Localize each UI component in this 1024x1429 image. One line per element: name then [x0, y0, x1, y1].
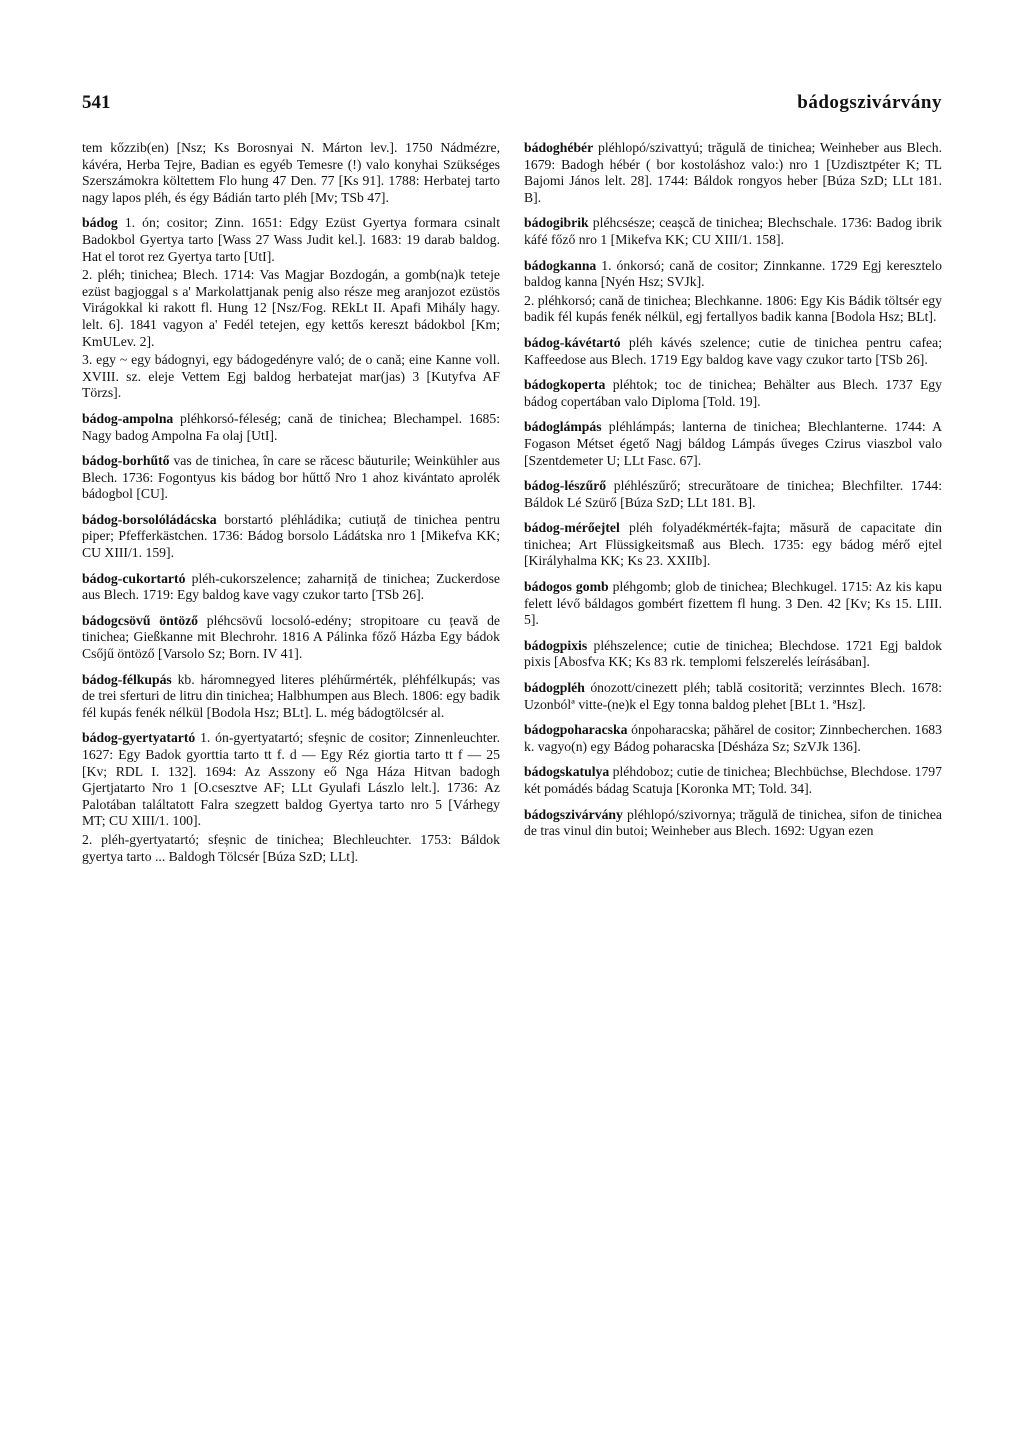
- entry-text: tem kőzzib(en) [Nsz; Ks Borosnyai N. Márton lev.]. 1750 Nádmézre, kávéra, Herba Tejre, Badian es egyéb Temesre (!) valo konyhai Szükséges Szerszámokra költettem Flo hung 47 Den. 77 [Ks 91]. 1788: Herbatej tarto nagy lapos pléh, és égy Bádián tarto pléh [Mv; TSb 47].: [82, 140, 500, 205]
- entry-headword: bádog-borsolóládácska: [82, 511, 217, 527]
- entry-headword: bádogos gomb: [524, 579, 609, 595]
- left-column: [82, 140, 500, 874]
- dictionary-entry: [524, 520, 942, 570]
- entry-headword: bádog-lészűrő: [524, 478, 607, 494]
- dictionary-entry: [524, 258, 942, 291]
- dictionary-entry: [82, 832, 500, 865]
- entry-text: pléhszelence; cutie de tinichea; Blechdose. 1721 Egj baldok pixis [Abosfva KK; Ks 83 rk. templomi felszerelés leírásában].: [524, 637, 943, 670]
- dictionary-entry: [82, 453, 500, 503]
- dictionary-entry: [524, 140, 942, 206]
- page-header: [82, 92, 942, 114]
- entry-text: borstartó pléhládika; cutiuță de tinichea pentru piper; Pfefferkästchen. 1736: Bádog borsolo Ládátska nro 1 [Mikefva KK; CU XIII/1. 159].: [82, 511, 501, 561]
- dictionary-entry: [82, 411, 500, 444]
- entry-text: pléhlopó/szivornya; trăgulă de tinichea, sifon de tinichea de tras vinul din butoi; Weinheber aus Blech. 1692: Ugyan ezen: [524, 806, 943, 839]
- dictionary-entry: [82, 730, 500, 830]
- dictionary-entry: [524, 807, 942, 840]
- entry-text: 1. ón; cositor; Zinn. 1651: Edgy Ezüst Gyertya formara csinalt Badokbol Gyertya tarto [Wass 27 Wass Judit kel.]. 1683: 19 darab baldog. Hat el torot rez Gyertya tarto [UtI].: [82, 215, 500, 264]
- entry-headword: bádogkoperta: [524, 377, 606, 393]
- entry-text: 3. egy ~ egy bádognyi, egy bádogedényre való; de o cană; eine Kanne voll. XVIII. sz. eleje Vettem Egj baldog herbatejat mar(jas) 3 [Kutyfva AF Törzs].: [82, 352, 500, 401]
- entry-text: pléh folyadékmérték-fajta; măsură de capacitate din tinichea; Art Flüssigkeitsmaß aus Blech. 1735: egy bádog mérő ejtel [Királyhalma KK; Ks 23. XXIIb].: [524, 520, 942, 569]
- entry-headword: bádog: [82, 215, 118, 231]
- dictionary-entry: [82, 613, 500, 663]
- dictionary-entry: [524, 722, 942, 755]
- entry-text: pléhlészűrő; strecurătoare de tinichea; Blechfilter. 1744: Báldok Lé Szürő [Búza SzD; LLt 181. B].: [524, 478, 942, 510]
- dictionary-entry: [524, 764, 942, 797]
- right-column: [524, 140, 942, 849]
- entry-headword: bádogpléh: [524, 680, 585, 696]
- entry-text: pléhlopó/szivattyú; trăgulă de tinichea; Weinheber aus Blech. 1679: Badogh hébér ( bor kostoláshoz valo:) nro 1 [Uzdisztpéter K; TL Bajomi János lelt. 28]. 1744: Báldok rongyos heber [Búza SzD; LLt 181. B].: [524, 140, 942, 205]
- dictionary-entry: [82, 571, 500, 604]
- entry-headword: bádog-kávétartó: [524, 334, 621, 350]
- entry-text: ónozott/cinezett pléh; tablă cositorită; verzinntes Blech. 1678: Uzonbólª vitte-(ne)k el Egy tonna baldog plehet [BLt 1. ªHsz].: [524, 680, 943, 712]
- entry-headword: bádog-ampolna: [82, 410, 174, 426]
- entry-text: vas de tinichea, în care se răcesc băuturile; Weinkühler aus Blech. 1736: Fogontyus kis bádog bor hűttő Nro 1 ahoz kivántato aprolék bádogbol [CU].: [82, 453, 501, 502]
- entry-text: pléhcsövű locsoló-edény; stropitoare cu țeavă de tinichea; Gießkanne mit Blechrohr. 1816 A Pálinka főző Házba Egy bádok Csőjű öntöző [Varsolo Sz; Born. IV 41].: [82, 612, 501, 662]
- dictionary-entry: [82, 672, 500, 722]
- entry-headword: bádogpoharacska: [524, 722, 628, 738]
- dictionary-entry: [524, 377, 942, 410]
- entry-text: pléh-cukorszelence; zaharniță de tinichea; Zuckerdose aus Blech. 1719: Egy baldog kave vagy czukor tarto [TSb 26].: [82, 570, 500, 603]
- entry-text: pléhdoboz; cutie de tinichea; Blechbüchse, Blechdose. 1797 két pomádés bádag Scatuja [Koronka MT; Told. 34].: [524, 764, 942, 796]
- entry-text: pléhkorsó-féleség; cană de tinichea; Blechampel. 1685: Nagy badog Ampolna Fa olaj [UtI].: [82, 410, 501, 443]
- entry-text: 2. pléhkorsó; cană de tinichea; Blechkanne. 1806: Egy Kis Bádik töltsér egy badik fél kupás fenék nélkül, egj fertallyos badik kanna [Bodola Hsz; BLt].: [524, 292, 942, 325]
- entry-headword: bádoglámpás: [524, 419, 602, 435]
- entry-headword: bádogcsövű öntöző: [82, 612, 199, 628]
- dictionary-entry: [524, 419, 942, 469]
- entry-text: pléhlámpás; lanterna de tinichea; Blechlanterne. 1744: A Fogason Métset égető Nagj báldog Lámpás űveges Czirus viaszbol valo [Szentdemeter U; LLt Fasc. 67].: [524, 419, 942, 468]
- entry-headword: bádogibrik: [524, 215, 589, 231]
- entry-headword: bádogpixis: [524, 637, 588, 653]
- dictionary-entry: [524, 293, 942, 326]
- entry-text: pléhtok; toc de tinichea; Behälter aus Blech. 1737 Egy bádog copertában valo Diploma [Told. 19].: [524, 377, 942, 409]
- dictionary-entry: [82, 267, 500, 350]
- entry-text: 1. ón-gyertyatartó; sfeșnic de cositor; Zinnenleuchter. 1627: Egy Badok gyorttia tarto tt f. d — Egy Réz giortia tarto tt f — 25 [Kv; RDL I. 132]. 1694: Az Asszony eő Nga Háza Hitvan badogh Gjertjatarto Nro 1 [O.csesztve AF; LLt Gyulafi Lászlo lelt.]. 1736: Az Palotában találtatott Falra szegzett baldog Gyertya tarto nro 5 [Várhegy MT; CU XIII/1. 100].: [82, 730, 500, 829]
- entry-headword: bádogszivárvány: [524, 806, 623, 822]
- dictionary-entry: [82, 140, 500, 206]
- dictionary-entry: [524, 335, 942, 368]
- entry-headword: bádog-cukortartó: [82, 570, 186, 586]
- entry-headword: bádog-félkupás: [82, 671, 172, 687]
- dictionary-entry: [82, 512, 500, 562]
- entry-text: pléhcsésze; ceașcă de tinichea; Blechschale. 1736: Badog ibrik káfé főző nro 1 [Mikefva KK; CU XIII/1. 158].: [524, 215, 942, 247]
- entry-text: pléh kávés szelence; cutie de tinichea pentru cafea; Kaffeedose aus Blech. 1719 Egy baldog kave vagy czukor tarto [TSb 26].: [524, 334, 942, 367]
- entry-text: ónpoharacska; păhărel de cositor; Zinnbecherchen. 1683 k. vagyo(n) egy Bádog poharacska [Désháza Sz; SzVJk 136].: [524, 722, 942, 754]
- entry-text: pléhgomb; glob de tinichea; Blechkugel. 1715: Az kis kapu felett lévő báldagos gombért fizettem fl hung. 3 Den. 42 [Kv; Ks 15. LIII. 5].: [524, 579, 942, 628]
- dictionary-entry: [524, 638, 942, 671]
- dictionary-entry: [524, 478, 942, 511]
- entry-headword: bádog-gyertyatartó: [82, 730, 196, 746]
- entry-headword: bádog-borhűtő: [82, 453, 170, 469]
- dictionary-entry: [82, 352, 500, 402]
- entry-text: 2. pléh; tinichea; Blech. 1714: Vas Magjar Bozdogán, a gomb(na)k teteje ezüst bagjoggal s a' Markolattjanak penig also része meg aranjozot ezüstös Virágokkal ki rakott fl. Hung 12 [Nsz/Fog. REkLt II. Apafi Mihály hagy. lelt. 6]. 1841 vagyon a' Fedél tetejen, egy kettős kereszt bádokbol [Km; KmULev. 2].: [82, 267, 500, 349]
- page-number: 541: [82, 92, 111, 113]
- running-head: bádogszivárvány: [797, 92, 942, 113]
- entry-text: kb. háromnegyed literes pléhűrmérték, pléhfélkupás; vas de trei sferturi de litru din tinichea; Halbhumpen aus Blech. 1806: egy badik fél kupás fenék nélkül [Bodola Hsz; BLt]. L. még bádogtölcsér al.: [82, 671, 501, 720]
- entry-text: 2. pléh-gyertyatartó; sfeșnic de tinichea; Blechleuchter. 1753: Báldok gyertya tarto ... Baldogh Tölcsér [Búza SzD; LLt].: [82, 831, 500, 864]
- entry-headword: bádogkanna: [524, 257, 597, 273]
- entry-headword: bádoghébér: [524, 140, 594, 155]
- entry-headword: bádog-mérőejtel: [524, 520, 620, 536]
- dictionary-entry: [524, 579, 942, 629]
- dictionary-entry: [524, 215, 942, 248]
- dictionary-entry: [82, 215, 500, 265]
- dictionary-entry: [524, 680, 942, 713]
- entry-headword: bádogskatulya: [524, 764, 610, 780]
- entry-text: 1. ónkorsó; cană de cositor; Zinnkanne. 1729 Egj keresztelo baldog kanna [Nyén Hsz; SVJk].: [524, 257, 942, 290]
